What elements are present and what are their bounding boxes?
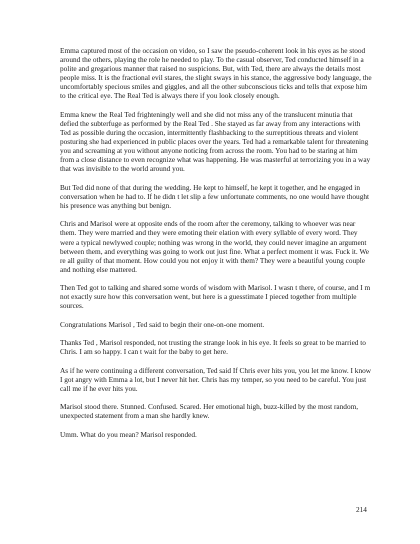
paragraph: As if he were continuing a different conversation, Ted said If Chris ever hits you, you let me know. I know I got angry with Emma a lot, but I never hit her. Chris has my temper, so you need to be careful. You just call me if he ever hits you. (60, 365, 372, 393)
dialogue-line: Congratulations Marisol , Ted said to begin their one-on-one moment. (60, 319, 265, 329)
paragraph: Then Ted got to talking and shared some words of wisdom with Marisol. I wasn t there, of course, and I m not exactly sure how this conversation went, but here is a guesstimate I pieced together from multiple sources. (60, 283, 371, 311)
page-number: 214 (356, 505, 367, 514)
dialogue-line: Umm. What do you mean? Marisol responded. (60, 429, 197, 439)
paragraph: Marisol stood there. Stunned. Confused. Scared. Her emotional high, buzz-killed by the most random, unexpected statement from a man she hardly knew. (60, 402, 359, 421)
paragraph: Chris and Marisol were at opposite ends of the room after the ceremony, talking to whoever was near them. They were married and they were emoting their elation with every syllable of every word. They were a typical newlywed couple; nothing was wrong in the world, they could never imagine an argument between them, and everything was going to work out just fine. What a perfect moment it was. Fuck it. We re all guilty of that moment. How could you not enjoy it with them? They were a beautiful young couple and nothing else mattered. (60, 219, 369, 274)
body-text (60, 46, 372, 448)
paragraph: Emma captured most of the occasion on video, so I saw the pseudo-coherent look in his eyes as he stood around the others, playing the role he needed to play. To the casual observer, Ted conducted himself in a polite and gregarious manner that raised no suspicions. But, with Ted, there are always the details most people miss. It is the fractional evil stares, the slight sways in his stance, the aggressive body language, the uncomfortably specious smiles and giggles, and all the other subconscious ticks and tells that expose him to the critical eye. The Real Ted is always there if you look closely enough. (60, 46, 372, 101)
paragraph: But Ted did none of that during the wedding. He kept to himself, he kept it together, and he engaged in conversation when he had to. If he didn t let slip a few unfortunate comments, no one would have thought his presence was anything but benign. (60, 182, 370, 210)
paragraph: Emma knew the Real Ted frighteningly well and she did not miss any of the translucent minutia that defied the subterfuge as performed by the Real Ted . She stayed as far away from any interactions with Ted as possible during the occasion, intermittently flashbacking to the surreptitious threats and violent posturing she had experienced in public places over the years. Ted had a remarkable talent for threatening you and screaming at you without anyone noticing from across the room. You had to be staring at him from a close distance to even recognize what was happening. He was masterful at terrorizing you in a way that was invisible to the world around you. (60, 109, 371, 174)
dialogue-line: Thanks Ted , Marisol responded, not trusting the strange look in his eye. It feels so great to be married to Chris. I am so happy. I can t wait for the baby to get here. (60, 338, 366, 357)
